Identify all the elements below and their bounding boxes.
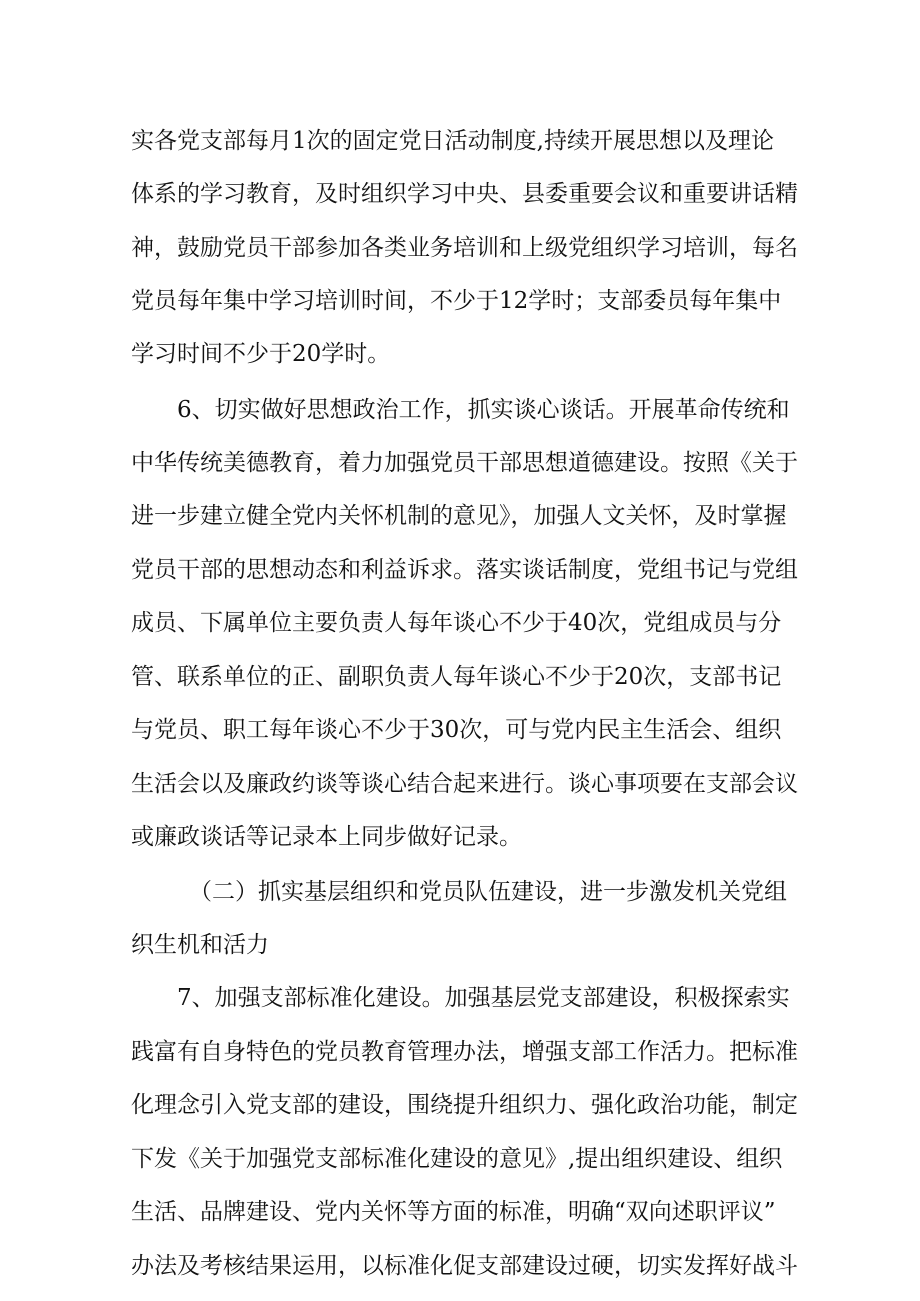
body-text-line: 进一步建立健全党内关怀机制的意见》，加强人文关怀，及时掌握 [131,503,787,529]
body-text-line: 神，鼓励党员干部参加各类业务培训和上级党组织学习培训，每名 [131,235,798,261]
paragraph-7-first-line: 7、加强支部标准化建设。加强基层党支部建设，积极探索实 [177,985,790,1011]
body-text-line: 管、联系单位的正、副职负责人每年谈心不少于20次，支部书记 [131,664,782,690]
body-text-line: 与党员、职工每年谈心不少于30次，可与党内民主生活会、组织 [131,717,782,743]
body-text-line: 党员每年集中学习培训时间，不少于12学时；支部委员每年集中 [131,288,782,314]
body-text-line: 生活会以及廉政约谈等谈心结合起来进行。谈心事项要在支部会议 [131,771,798,797]
section-heading-line: 织生机和活力 [131,932,269,958]
body-text-line: 党员干部的思想动态和利益诉求。落实谈话制度，党组书记与党组 [131,557,798,583]
body-text-line: 下发《关于加强党支部标准化建设的意见》,提出组织建设、组织 [131,1146,783,1172]
body-text-line: 成员、下属单位主要负责人每年谈心不少于40次，党组成员与分 [131,610,782,636]
body-text-line: 或廉政谈话等记录本上同步做好记录。 [131,824,522,850]
body-text-line: 实各党支部每月1次的固定党日活动制度,持续开展思想以及理论 [131,128,774,154]
body-text-line: 学习时间不少于20学时。 [131,341,391,367]
body-text-line: 中华传统美德教育，着力加强党员干部思想道德建设。按照《关于 [131,450,798,476]
body-text-line: 践富有自身特色的党员教育管理办法，增强支部工作活力。把标准 [131,1039,798,1065]
section-heading-line: （二）抓实基层组织和党员队伍建设，进一步激发机关党组 [189,879,787,905]
paragraph-6-first-line: 6、切实做好思想政治工作，抓实谈心谈话。开展革命传统和 [177,397,790,423]
body-text-line: 生活、品牌建设、党内关怀等方面的标准，明确“双向述职评议” [131,1199,776,1225]
body-text-line: 体系的学习教育，及时组织学习中央、县委重要会议和重要讲话精 [131,181,798,207]
body-text-line: 化理念引入党支部的建设，围绕提升组织力、强化政治功能，制定 [131,1092,798,1118]
body-text-line: 办法及考核结果运用，以标准化促支部建设过硬，切实发挥好战斗 [131,1253,798,1279]
